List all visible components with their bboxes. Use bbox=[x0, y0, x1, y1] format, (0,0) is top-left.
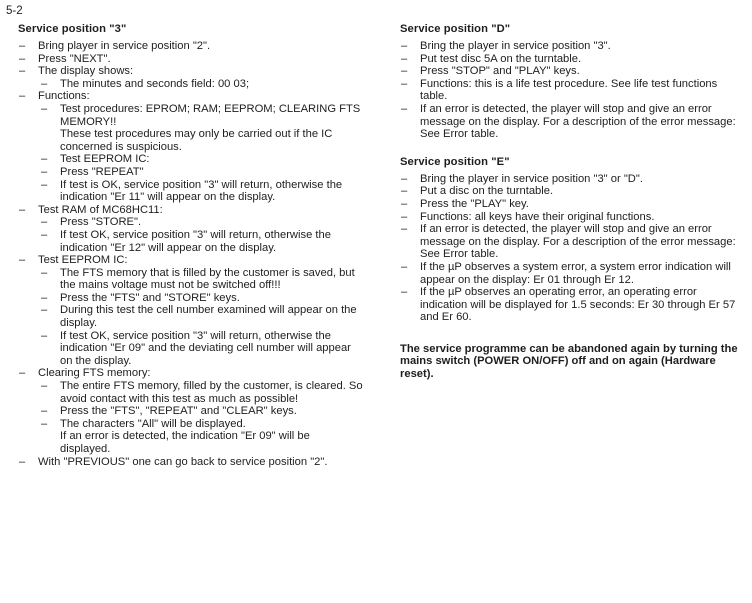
list-item-text: The display shows: bbox=[38, 65, 134, 78]
page-number: 5-2 bbox=[6, 5, 23, 17]
left-column bbox=[18, 23, 363, 468]
sub-list bbox=[38, 216, 363, 254]
list-item bbox=[400, 261, 745, 286]
list-item-text: If the µP observes an operating error, an operating error indication will be displayed for 1.5 seconds: Er 30 through Er 57 and Er 60. bbox=[420, 286, 736, 324]
sub-list bbox=[38, 78, 363, 91]
list-item bbox=[38, 78, 363, 91]
list-item bbox=[400, 211, 745, 224]
section-heading-service-position-d: Service position "D" bbox=[400, 23, 511, 35]
list-item bbox=[18, 254, 363, 367]
list-item-text: Clearing FTS memory: bbox=[38, 367, 151, 380]
list-item-text: If test OK, service position "3" will return, otherwise the indication "Er 09" and the deviating cell number will appear on the display. bbox=[60, 329, 351, 367]
list-item bbox=[38, 166, 363, 179]
list-item-text: The FTS memory that is filled by the customer is saved, but the mains voltage must not be switched off!!! bbox=[60, 266, 355, 292]
list-item-text: Put test disc 5A on the turntable. bbox=[420, 52, 582, 65]
list-item bbox=[38, 405, 363, 418]
list-item bbox=[38, 292, 363, 305]
list-item-text: The entire FTS memory, filled by the customer, is cleared. So avoid contact with this test as much as possible! bbox=[60, 380, 363, 405]
list-item bbox=[38, 330, 363, 368]
list-item bbox=[38, 229, 363, 254]
closing-note: The service programme can be abandoned again by turning the mains switch (POWER ON/OFF) off and on again (Hardware reset). bbox=[400, 342, 738, 381]
list-item-text: During this test the cell number examined will appear on the display. bbox=[60, 304, 357, 330]
list-item-text: Press "STORE". bbox=[60, 216, 142, 229]
service-position-3-steps bbox=[18, 40, 363, 468]
list-item-text: Bring the player in service position "3" or "D". bbox=[420, 172, 643, 185]
list-item-text: If the µP observes a system error, a system error indication will appear on the display: Er 01 through Er 12. bbox=[420, 260, 731, 286]
list-item bbox=[400, 185, 745, 198]
list-item bbox=[38, 418, 363, 456]
list-item-text: Bring the player in service position "3". bbox=[420, 40, 611, 52]
section-heading-service-position-e: Service position "E" bbox=[400, 155, 510, 168]
list-item-text: Test procedures: EPROM; RAM; EEPROM; CLEARING FTS MEMORY!! bbox=[60, 102, 361, 128]
list-item bbox=[18, 456, 363, 469]
list-item-text: Press the "FTS", "REPEAT" and "CLEAR" keys. bbox=[60, 405, 297, 418]
service-position-e-steps bbox=[400, 173, 745, 324]
sub-list bbox=[38, 380, 363, 456]
right-column bbox=[400, 23, 745, 392]
list-item-text: Test RAM of MC68HC11: bbox=[38, 203, 163, 216]
list-item-note: These test procedures may only be carried out if the IC concerned is suspicious. bbox=[60, 128, 333, 153]
list-item bbox=[18, 40, 363, 53]
list-item bbox=[18, 367, 363, 455]
list-item bbox=[400, 286, 745, 324]
list-item-text: If test OK, service position "3" will return, otherwise the indication "Er 12" will appear on the display. bbox=[60, 228, 331, 254]
list-item-text: Press the "FTS" and "STORE" keys. bbox=[60, 291, 240, 304]
list-item-text: Functions: bbox=[38, 90, 90, 103]
list-item bbox=[38, 267, 363, 292]
list-item bbox=[400, 103, 745, 141]
list-item-text: Press "REPEAT" bbox=[60, 165, 144, 178]
list-item bbox=[400, 223, 745, 261]
list-item bbox=[38, 103, 363, 153]
list-item-text: If test is OK, service position "3" will return, otherwise the indication "Er 11" will appear on the display. bbox=[60, 178, 343, 204]
list-item-text: Bring player in service position "2". bbox=[38, 40, 211, 52]
list-item bbox=[400, 53, 745, 66]
list-item bbox=[38, 216, 363, 229]
list-item bbox=[38, 179, 363, 204]
list-item bbox=[38, 380, 363, 405]
sub-list bbox=[38, 267, 363, 368]
list-item bbox=[400, 78, 745, 103]
section-heading-service-position-3: Service position "3" bbox=[18, 23, 127, 35]
sub-list bbox=[38, 103, 363, 204]
list-item-text: Press "NEXT". bbox=[38, 52, 111, 65]
list-item-text: If an error is detected, the player will stop and give an error message on the display. For a description of the error message: See Error table. bbox=[420, 102, 736, 141]
list-item-text: With "PREVIOUS" one can go back to service position "2". bbox=[38, 455, 328, 468]
list-item bbox=[400, 198, 745, 211]
list-item-text: Put a disc on the turntable. bbox=[420, 185, 554, 198]
list-item bbox=[18, 204, 363, 254]
list-item-text: Functions: all keys have their original functions. bbox=[420, 210, 655, 223]
list-item-text: Functions: this is a life test procedure. See life test functions table. bbox=[420, 77, 718, 103]
list-item bbox=[38, 304, 363, 329]
service-position-d-steps bbox=[400, 40, 745, 141]
list-item-text: If an error is detected, the player will stop and give an error message on the display. For a description of the error message: See Error table. bbox=[420, 223, 736, 261]
list-item-text: Press the "PLAY" key. bbox=[420, 197, 529, 210]
list-item bbox=[18, 53, 363, 66]
list-item-note: If an error is detected, the indication "Er 09" will be displayed. bbox=[60, 430, 310, 455]
list-item bbox=[18, 90, 363, 203]
list-item bbox=[400, 40, 745, 53]
list-item-text: Test EEPROM IC: bbox=[38, 254, 128, 267]
list-item bbox=[400, 65, 745, 78]
list-item-text: Press "STOP" and "PLAY" keys. bbox=[420, 65, 580, 78]
list-item bbox=[18, 65, 363, 90]
list-item-text: The characters "All" will be displayed. bbox=[60, 417, 246, 430]
list-item-text: The minutes and seconds field: 00 03; bbox=[60, 77, 250, 90]
list-item bbox=[400, 173, 745, 186]
list-item-text: Test EEPROM IC: bbox=[60, 153, 150, 166]
list-item bbox=[38, 153, 363, 166]
